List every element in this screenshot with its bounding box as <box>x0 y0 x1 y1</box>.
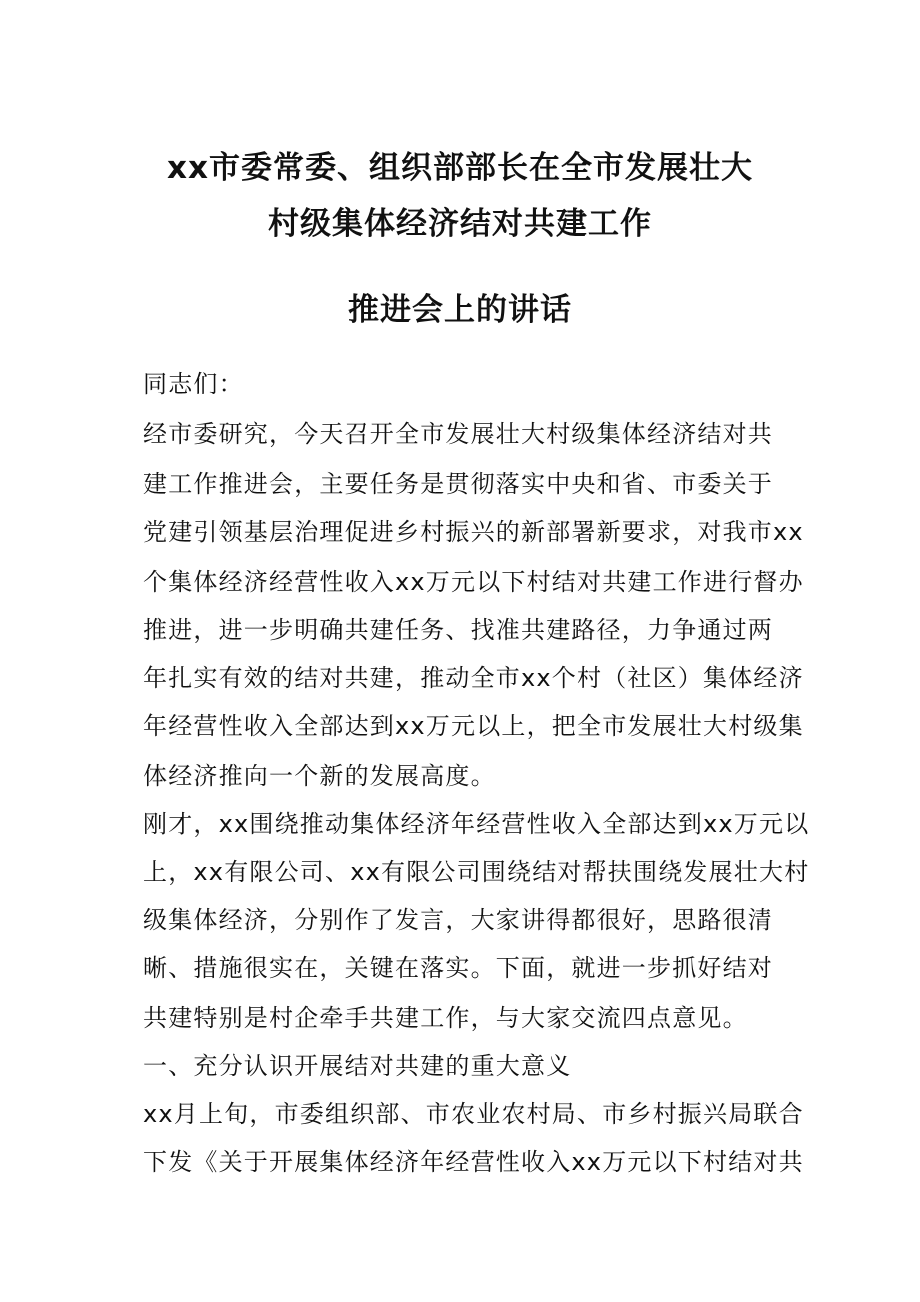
body-line: 共建特别是村企牵手共建工作，与大家交流四点意见。 <box>143 1004 748 1032</box>
title-line-2: 村级集体经济结对共建工作 <box>268 206 652 242</box>
salutation: 同志们： <box>143 370 244 398</box>
body-line: 个集体经济经营性收入xx万元以下村结对共建工作进行督办 <box>143 568 804 596</box>
body-line: 体经济推向一个新的发展高度。 <box>143 762 496 790</box>
title-line-3: 推进会上的讲话 <box>348 292 572 328</box>
title-line-1: xx市委常委、组织部部长在全市发展壮大 <box>167 150 753 186</box>
body-line: 下发《关于开展集体经济年经营性收入xx万元以下村结对共 <box>143 1148 804 1176</box>
body-line: 推进，进一步明确共建任务、找准共建路径，力争通过两 <box>143 616 773 644</box>
body-line: 刚才，xx围绕推动集体经济年经营性收入全部达到xx万元以 <box>143 810 810 838</box>
body-line: xx月上旬，市委组织部、市农业农村局、市乡村振兴局联合 <box>143 1100 804 1128</box>
document-title-continued <box>100 196 820 252</box>
body-line: 党建引领基层治理促进乡村振兴的新部署新要求，对我市xx <box>143 518 804 546</box>
body-line: 年扎实有效的结对共建，推动全市xx个村（社区）集体经济 <box>143 664 804 692</box>
document-title <box>100 140 820 196</box>
body-line: 经市委研究，今天召开全市发展壮大村级集体经济结对共 <box>143 420 773 448</box>
body-line: 建工作推进会，主要任务是贯彻落实中央和省、市委关于 <box>143 470 773 498</box>
body-line: 上，xx有限公司、xx有限公司围绕结对帮扶围绕发展壮大村 <box>143 858 810 886</box>
body-line: 级集体经济，分别作了发言，大家讲得都很好，思路很清 <box>143 906 773 934</box>
section-heading: 一、充分认识开展结对共建的重大意义 <box>143 1052 572 1080</box>
body-line: 晰、措施很实在，关键在落实。下面，就进一步抓好结对 <box>143 954 773 982</box>
document-title-continued <box>100 282 820 338</box>
body-line: 年经营性收入全部达到xx万元以上，把全市发展壮大村级集 <box>143 712 804 740</box>
